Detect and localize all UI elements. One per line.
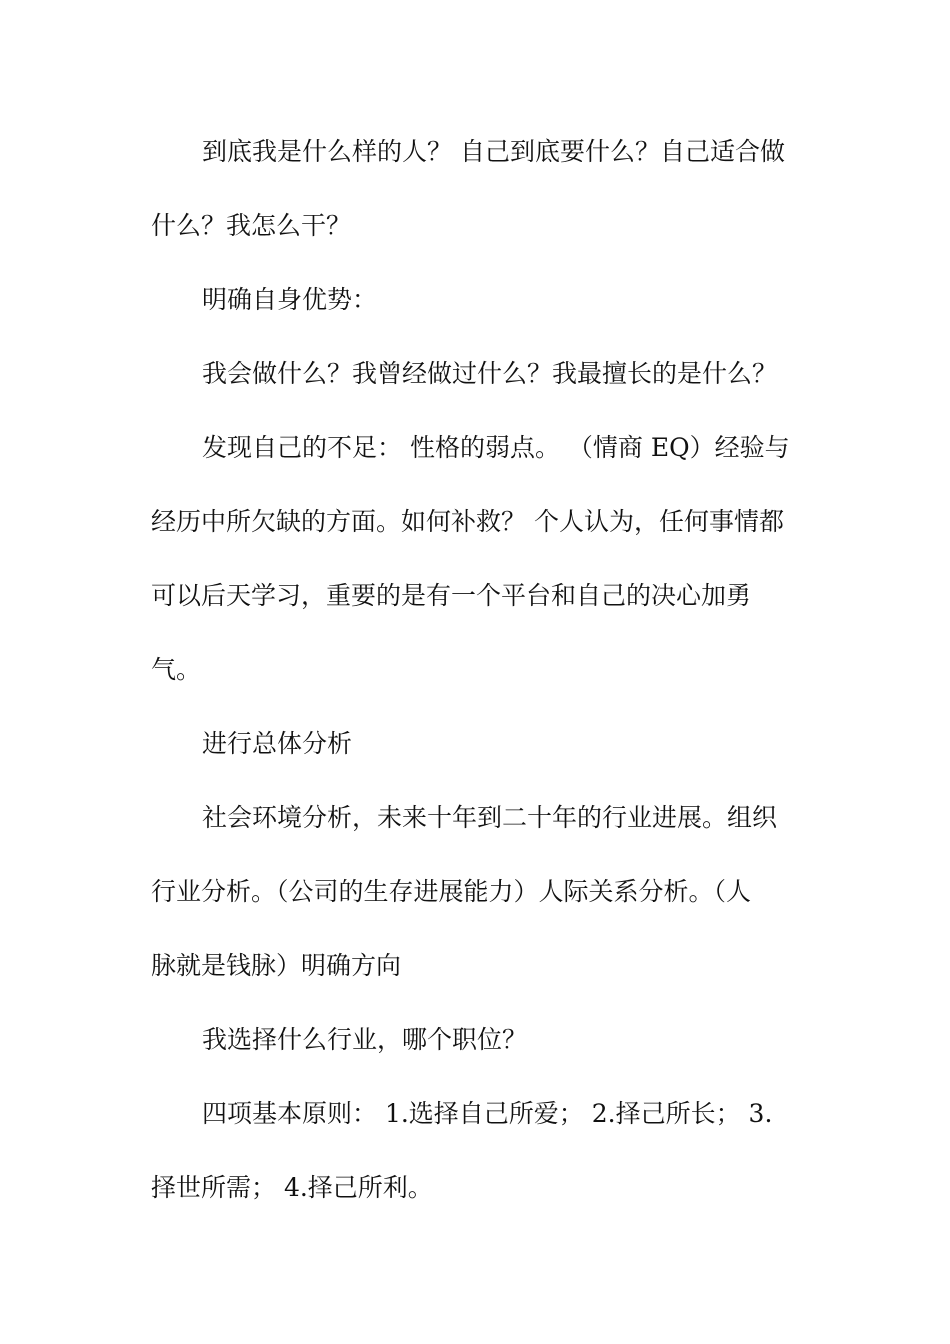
text-line: 可以后天学习，重要的是有一个平台和自己的决心加勇: [151, 581, 752, 610]
text-line: 社会环境分析，未来十年到二十年的行业进展。组织: [202, 803, 778, 832]
text-line: 什么？我怎么干？: [151, 211, 352, 240]
text-line: 四项基本原则： 1.选择自己所爱； 2.择己所长； 3.: [202, 1099, 773, 1128]
text-line: 进行总体分析: [202, 729, 353, 758]
text-line: 我选择什么行业，哪个职位？: [202, 1025, 528, 1054]
text-line: 到底我是什么样的人？ 自己到底要什么？自己适合做: [202, 137, 785, 166]
text-line: 我会做什么？我曾经做过什么？我最擅长的是什么？: [202, 359, 778, 388]
text-line: 行业分析。（公司的生存进展能力）人际关系分析。（人: [151, 877, 752, 906]
text-line: 气。: [151, 655, 202, 684]
text-line: 脉就是钱脉）明确方向: [151, 951, 402, 980]
text-line: 择世所需； 4.择己所利。: [151, 1173, 433, 1202]
document-body: [151, 129, 811, 1239]
text-line: 发现自己的不足： 性格的弱点。 （情商 EQ）经验与: [202, 433, 790, 462]
text-line: 经历中所欠缺的方面。如何补救？ 个人认为，任何事情都: [151, 507, 784, 536]
text-line: 明确自身优势：: [202, 285, 378, 314]
